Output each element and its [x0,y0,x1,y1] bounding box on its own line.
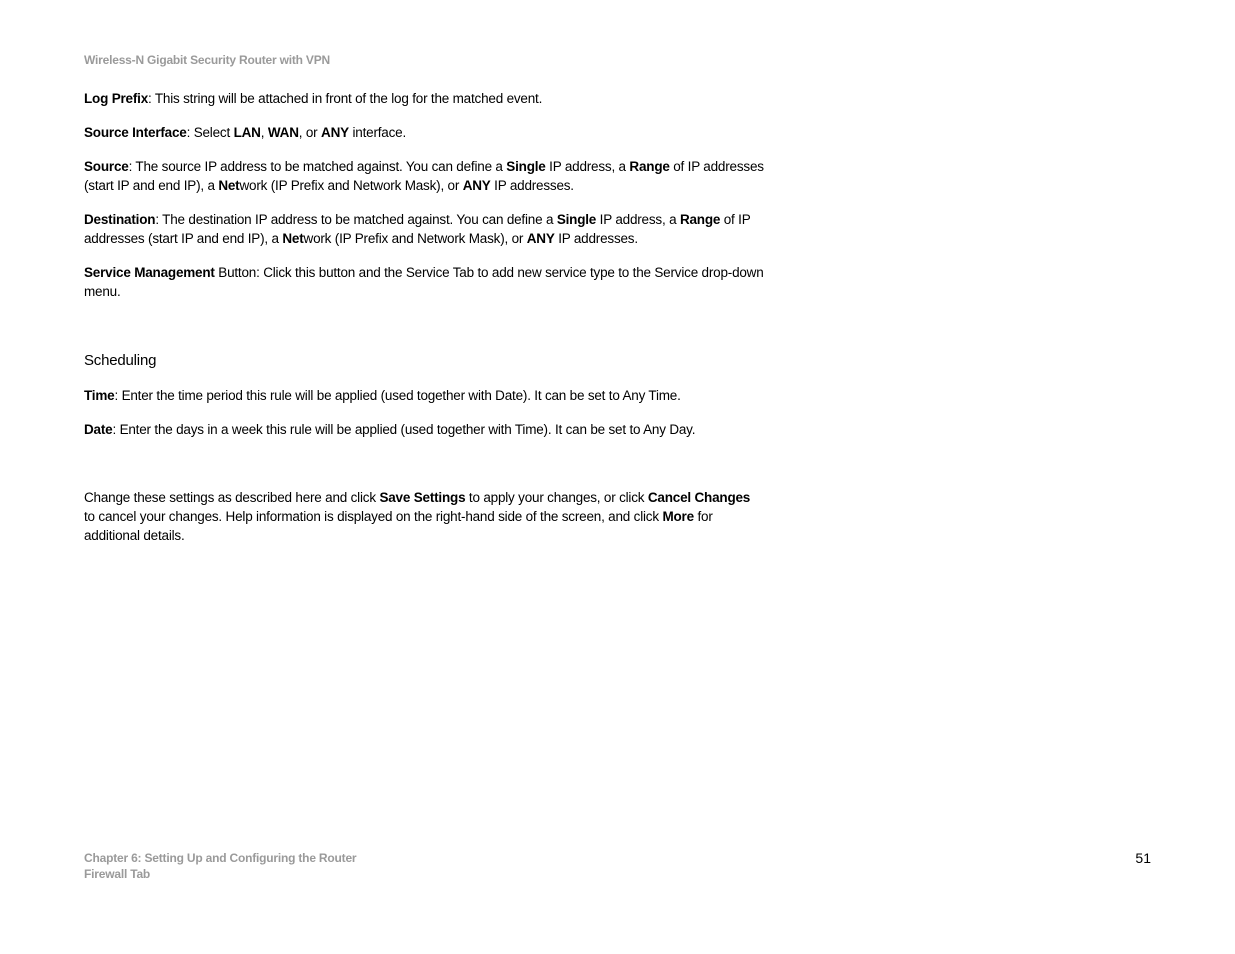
scheduling-heading: Scheduling [84,352,157,369]
date-paragraph [84,420,764,439]
change-settings-paragraph [84,488,764,545]
service-management-paragraph [84,263,764,301]
footer-chapter: Chapter 6: Setting Up and Configuring the Router [84,851,357,865]
service-management-text: Button: Click this button and the Service Tab to add new service type to the Service drop-down menu. [84,265,764,299]
log-prefix-text: : This string will be attached in front of the log for the matched event. [148,91,543,106]
source-interface-term: Source Interface [84,125,187,140]
lan-term: LAN [233,125,261,140]
time-text: : Enter the time period this rule will be applied (used together with Date). It can be set to Any Time. [114,388,681,403]
text-run: to cancel your changes. Help information is displayed on the right-hand side of the screen, and click [84,509,663,524]
text-run: of IP addresses (start IP and end IP), a [84,159,764,193]
text-run: IP address, a [545,159,630,174]
net-term: Net [218,178,240,193]
main-content [84,89,764,560]
any-term: ANY [462,178,491,193]
single-term: Single [506,159,546,174]
running-header: Wireless-N Gigabit Security Router with VPN [84,53,331,67]
single-term: Single [556,212,597,227]
text-run: IP addresses. [554,231,638,246]
any-term: ANY [526,231,555,246]
log-prefix-term: Log Prefix [84,91,149,106]
text-run: of IP addresses (start IP and end IP), a [84,212,751,246]
footer-section: Firewall Tab [84,867,151,881]
cancel-changes-term: Cancel Changes [647,490,751,505]
text-run: Change these settings as described here and click [84,490,380,505]
text-run: : The source IP address to be matched against. You can define a [128,159,507,174]
destination-paragraph [84,210,764,248]
source-interface-paragraph [84,123,764,142]
time-term: Time [84,388,115,403]
text-run: : The destination IP address to be matched against. You can define a [155,212,557,227]
save-settings-term: Save Settings [379,490,466,505]
destination-term: Destination [84,212,156,227]
net-term: Net [282,231,304,246]
range-term: Range [679,212,721,227]
date-text: : Enter the days in a week this rule will be applied (used together with Time). It can be set to Any Day. [112,422,696,437]
date-term: Date [84,422,113,437]
more-term: More [662,509,694,524]
text-run: IP addresses. [490,178,574,193]
page-number: 51 [1135,850,1151,866]
wan-term: WAN [267,125,299,140]
source-term: Source [84,159,129,174]
range-term: Range [629,159,670,174]
source-paragraph [84,157,764,195]
text-run: for additional details. [84,509,713,543]
any-term: ANY [321,125,349,140]
text-run: interface. [348,125,407,140]
text-run: : Select [186,125,234,140]
text-run: , [260,125,268,140]
text-run: work (IP Prefix and Network Mask), or [303,231,527,246]
text-run: , or [298,125,322,140]
time-paragraph [84,386,764,405]
running-footer [84,850,356,882]
text-run: work (IP Prefix and Network Mask), or [239,178,463,193]
log-prefix-paragraph [84,89,764,108]
service-management-term: Service Management [84,265,215,280]
text-run: IP address, a [596,212,680,227]
text-run: to apply your changes, or click [465,490,648,505]
